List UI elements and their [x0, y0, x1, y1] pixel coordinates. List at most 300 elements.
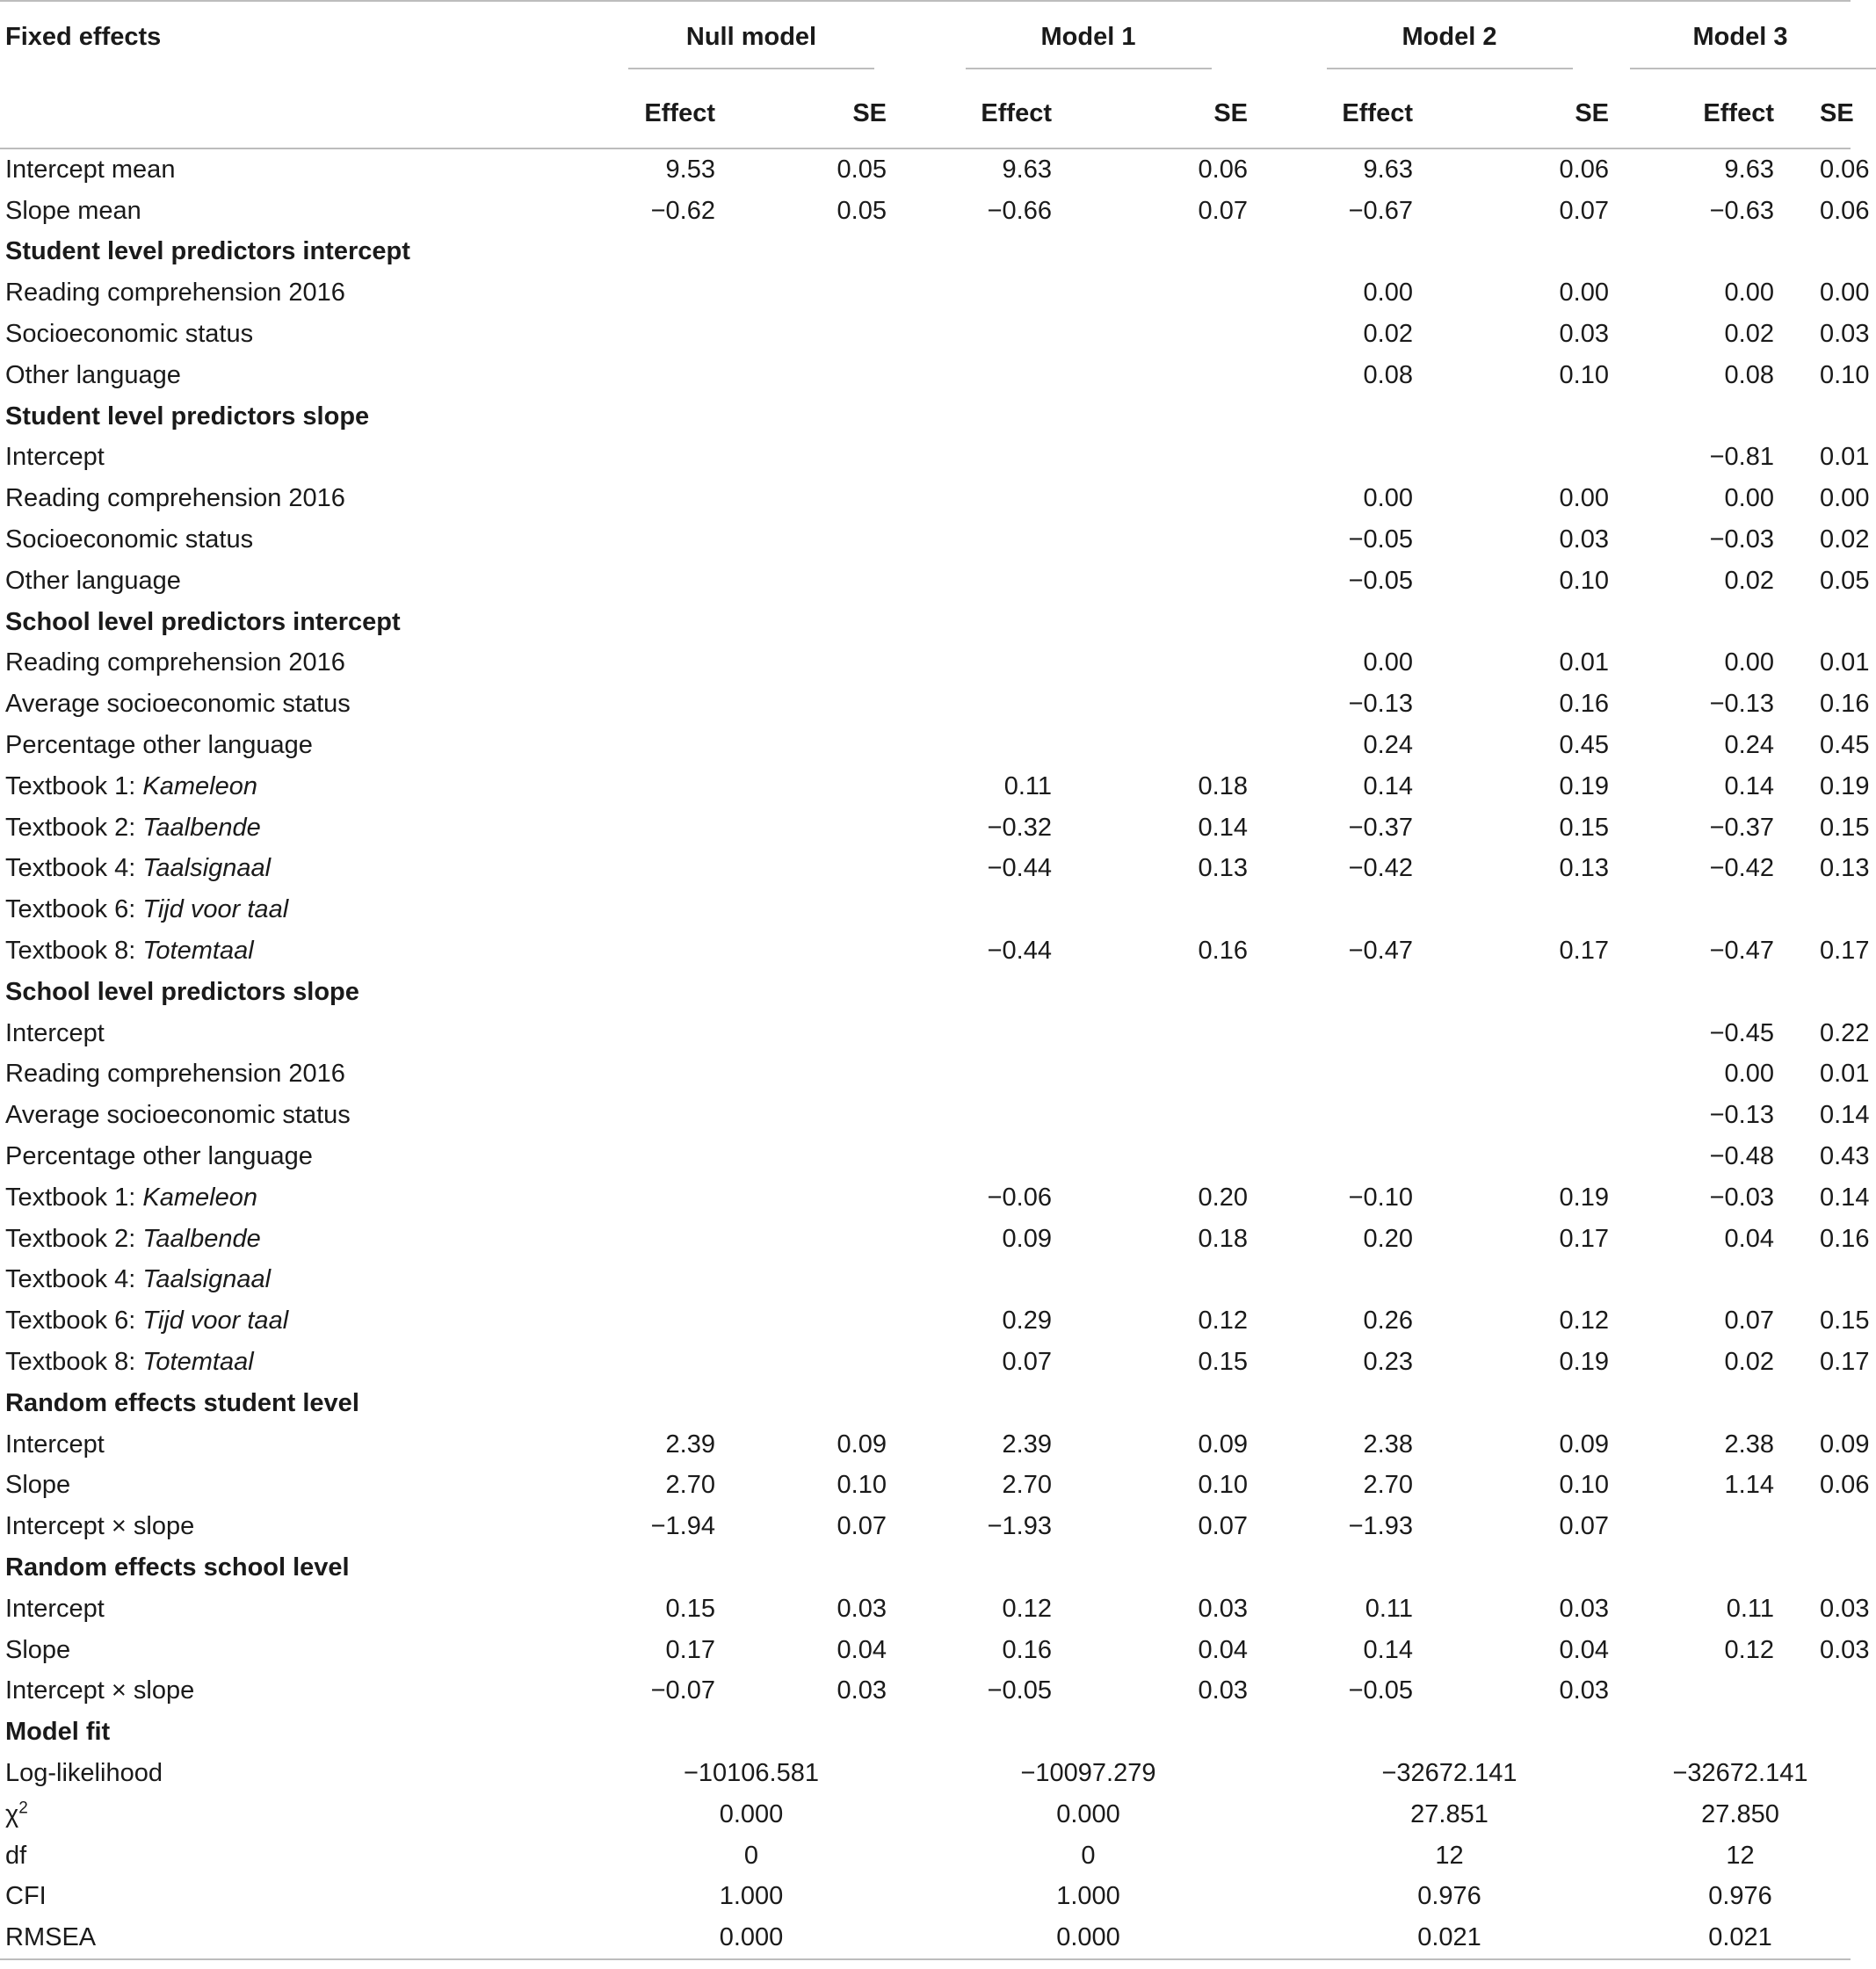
effect-cell: −1.94	[650, 1512, 715, 1541]
table-row	[0, 1670, 1851, 1712]
se-cell: 0.06	[1198, 155, 1248, 184]
table-row	[0, 1630, 1851, 1671]
effect-cell: −0.10	[1348, 1183, 1413, 1212]
effect-cell: −1.93	[987, 1512, 1052, 1541]
se-cell: 0.05	[837, 155, 887, 184]
se-cell	[766, 1300, 908, 1342]
table-row	[0, 725, 1851, 766]
se-cell: 0.01	[1559, 648, 1609, 677]
effect-cell: 0.02	[1363, 320, 1413, 349]
se-cell	[766, 1342, 908, 1383]
se-cell: 0.09	[1820, 1430, 1870, 1459]
se-cell	[1097, 355, 1269, 396]
row-label: Percentage other language	[5, 731, 313, 760]
effect-cell: 0.17	[665, 1635, 715, 1664]
row-label: Log-likelihood	[5, 1758, 163, 1787]
se-cell: 0.04	[1198, 1635, 1248, 1664]
se-cell: 0.00	[1559, 484, 1609, 513]
se-cell	[766, 1260, 908, 1301]
se-cell	[766, 561, 908, 602]
fixed-effects-heading: Fixed effects	[0, 1, 501, 79]
effect-cell	[595, 272, 766, 314]
se-cell: 0.03	[1820, 1635, 1870, 1664]
effect-cell: 0.02	[1724, 566, 1774, 595]
effect-cell	[595, 766, 766, 807]
se-cell	[1459, 1013, 1630, 1054]
table-row	[0, 766, 1851, 807]
effect-cell: 0.00	[1724, 648, 1774, 677]
effect-cell	[595, 1260, 766, 1301]
effect-cell: −0.66	[987, 196, 1052, 225]
effect-cell: −0.47	[1348, 937, 1413, 966]
effect-cell: 2.39	[665, 1430, 715, 1459]
row-label: Intercept mean	[5, 155, 176, 184]
row-label: Percentage other language	[5, 1142, 313, 1171]
effect-cell: 0.00	[1724, 279, 1774, 308]
effect-cell	[595, 889, 766, 930]
se-cell: 0.22	[1820, 1018, 1870, 1047]
effect-cell: 0.00	[1363, 484, 1413, 513]
effect-cell	[1269, 1095, 1459, 1136]
row-label: Textbook 6: Tijd voor taal	[5, 895, 289, 924]
se-cell: 0.19	[1559, 1183, 1609, 1212]
row-label: Textbook 2: Taalbende	[5, 813, 261, 842]
effect-cell: 0.14	[1724, 771, 1774, 800]
se-cell: 0.13	[1198, 854, 1248, 883]
table-row	[0, 930, 1851, 972]
fit-value-cell: 0.000	[908, 1917, 1269, 1959]
se-cell	[1097, 684, 1269, 725]
section-header-row	[0, 396, 1851, 438]
table-row	[0, 1177, 1851, 1219]
se-cell	[1097, 561, 1269, 602]
se-cell: 0.19	[1559, 771, 1609, 800]
effect-cell	[1269, 1054, 1459, 1096]
table-row	[0, 355, 1851, 396]
section-header-row	[0, 232, 1851, 273]
effect-cell	[908, 643, 1097, 684]
section-header-row	[0, 972, 1851, 1013]
effect-cell	[595, 1177, 766, 1219]
effect-cell: 9.63	[1002, 155, 1052, 184]
table-row	[0, 1219, 1851, 1260]
se-cell	[766, 807, 908, 849]
se-cell: 0.07	[837, 1512, 887, 1541]
fit-value-cell: 1.000	[1056, 1882, 1120, 1911]
section-label: Student level predictors slope	[5, 402, 370, 431]
effect-cell	[595, 355, 766, 396]
fit-value-cell: 0.021	[1630, 1917, 1851, 1959]
table-row	[0, 643, 1851, 684]
se-cell	[766, 1095, 908, 1136]
effect-cell: 2.70	[1002, 1471, 1052, 1500]
se-cell: 0.16	[1559, 690, 1609, 719]
se-cell	[766, 355, 908, 396]
effect-cell	[1630, 1260, 1820, 1301]
row-label: Intercept	[5, 1018, 105, 1047]
effect-cell: 0.12	[1724, 1635, 1774, 1664]
model-heading-1: Model 1	[908, 1, 1269, 79]
se-cell: 0.00	[1820, 279, 1870, 308]
se-cell	[766, 272, 908, 314]
table-row	[0, 1753, 1851, 1794]
effect-cell: 2.39	[1002, 1430, 1052, 1459]
effect-cell	[595, 1095, 766, 1136]
table-row	[0, 849, 1851, 890]
fit-value-cell: 0.021	[1269, 1917, 1630, 1959]
row-label: Textbook 4: Taalsignaal	[5, 854, 272, 883]
effect-cell: 0.24	[1724, 731, 1774, 760]
se-heading: SE	[1820, 79, 1851, 148]
table-row	[0, 889, 1851, 930]
row-label: Socioeconomic status	[5, 525, 254, 554]
effect-cell: −0.13	[1348, 690, 1413, 719]
section-label: Random effects school level	[5, 1553, 350, 1582]
effect-cell: −0.05	[1348, 525, 1413, 554]
effect-cell: 0.20	[1363, 1224, 1413, 1253]
fit-value-cell: 0.976	[1417, 1882, 1481, 1911]
row-label: Average socioeconomic status	[5, 1101, 351, 1130]
se-cell: 0.43	[1820, 1142, 1870, 1171]
row-label: Slope	[5, 1635, 71, 1664]
se-cell	[766, 684, 908, 725]
effect-cell: 9.53	[665, 155, 715, 184]
effect-cell	[595, 807, 766, 849]
effect-cell	[908, 684, 1097, 725]
se-cell	[766, 314, 908, 355]
effect-cell: 9.63	[1363, 155, 1413, 184]
effect-cell: −0.03	[1709, 525, 1774, 554]
se-cell: 0.18	[1198, 771, 1248, 800]
effect-cell: 0.00	[1363, 279, 1413, 308]
fit-value-cell: 0.000	[719, 1799, 784, 1828]
row-label: RMSEA	[0, 1917, 501, 1959]
se-cell: 0.01	[1820, 648, 1870, 677]
table-row	[0, 1013, 1851, 1054]
se-cell: 0.01	[1820, 443, 1870, 472]
effect-cell: 0.12	[1002, 1594, 1052, 1623]
effect-cell: −0.48	[1709, 1142, 1774, 1171]
se-cell: 0.10	[1559, 566, 1609, 595]
se-cell: 0.03	[837, 1676, 887, 1705]
effect-cell: −0.44	[987, 854, 1052, 883]
table-row	[0, 148, 1851, 191]
se-cell: 0.14	[1820, 1183, 1870, 1212]
effect-cell	[595, 438, 766, 479]
effect-cell: −0.06	[987, 1183, 1052, 1212]
row-label: Textbook 2: Taalbende	[5, 1224, 261, 1253]
effect-cell: 0.11	[1003, 771, 1052, 800]
effect-cell: 2.70	[665, 1471, 715, 1500]
se-cell: 0.00	[1559, 279, 1609, 308]
effect-cell	[908, 355, 1097, 396]
se-cell	[766, 725, 908, 766]
table-header-models	[0, 1, 1851, 79]
se-cell	[766, 643, 908, 684]
row-label: Textbook 4: Taalsignaal	[5, 1265, 272, 1294]
se-cell	[766, 1177, 908, 1219]
effect-cell: 0.07	[1002, 1348, 1052, 1376]
effect-cell: 0.23	[1363, 1348, 1413, 1376]
effect-cell: 0.08	[1724, 360, 1774, 389]
effect-cell	[595, 643, 766, 684]
table-row	[0, 519, 1851, 561]
se-cell: 0.13	[1820, 854, 1870, 883]
effect-cell	[1630, 889, 1820, 930]
section-header-row	[0, 1547, 1851, 1589]
table-row	[0, 1794, 1851, 1835]
effect-cell	[595, 1219, 766, 1260]
fit-value-cell: −32672.141	[1672, 1758, 1808, 1787]
se-cell	[1097, 1260, 1269, 1301]
effect-cell	[595, 684, 766, 725]
se-cell: 0.45	[1559, 731, 1609, 760]
fit-value-cell: −10097.279	[1020, 1758, 1156, 1787]
se-cell: 0.12	[1198, 1307, 1248, 1336]
se-cell: 0.03	[1820, 1594, 1870, 1623]
effect-cell	[595, 1342, 766, 1383]
se-cell	[766, 930, 908, 972]
se-cell	[1097, 314, 1269, 355]
table-body	[0, 1, 1870, 1959]
se-cell: 0.03	[1559, 320, 1609, 349]
effect-heading: Effect	[1630, 79, 1820, 148]
se-cell: 0.03	[1559, 525, 1609, 554]
se-cell: 0.14	[1198, 813, 1248, 842]
effect-cell: −0.62	[650, 196, 715, 225]
row-label: Intercept	[5, 443, 105, 472]
se-cell: 0.06	[1820, 155, 1870, 184]
se-cell	[1459, 889, 1630, 930]
section-header-row	[0, 1383, 1851, 1424]
table-row	[0, 1095, 1851, 1136]
model-heading-3: Model 3	[1630, 1, 1851, 79]
se-cell: 0.15	[1198, 1348, 1248, 1376]
se-cell: 0.03	[1820, 320, 1870, 349]
header-underline	[628, 68, 874, 69]
effect-cell	[908, 725, 1097, 766]
se-cell: 0.20	[1198, 1183, 1248, 1212]
row-label: Reading comprehension 2016	[5, 484, 345, 513]
effect-cell: −0.07	[650, 1676, 715, 1705]
row-label: Textbook 8: Totemtaal	[5, 1348, 254, 1376]
section-label: School level predictors slope	[5, 977, 359, 1006]
table-row	[0, 1424, 1851, 1466]
section-label: Student level predictors intercept	[5, 237, 410, 266]
se-cell: 0.16	[1198, 937, 1248, 966]
fit-value-cell: 1.000	[719, 1882, 784, 1911]
se-cell	[1820, 1260, 1851, 1301]
effect-cell: −0.05	[1348, 566, 1413, 595]
table-row	[0, 1300, 1851, 1342]
model-heading-2: Model 2	[1269, 1, 1630, 79]
se-cell: 0.16	[1820, 690, 1870, 719]
model-heading-null: Null model	[595, 1, 908, 79]
fit-value-cell: −32672.141	[1381, 1758, 1517, 1787]
table-row	[0, 684, 1851, 725]
effect-cell: −0.42	[1348, 854, 1413, 883]
effect-cell: −1.93	[1348, 1512, 1413, 1541]
fit-value-cell: 0	[743, 1841, 759, 1870]
se-cell	[1820, 889, 1851, 930]
se-cell	[1097, 643, 1269, 684]
effect-cell	[595, 1013, 766, 1054]
effect-heading: Effect	[1269, 79, 1459, 148]
row-label: Average socioeconomic status	[5, 690, 351, 719]
se-cell	[766, 1054, 908, 1096]
effect-cell: 0.00	[1724, 1060, 1774, 1089]
se-cell	[1820, 1670, 1851, 1712]
se-cell	[766, 478, 908, 519]
row-label: Intercept × slope	[5, 1676, 195, 1705]
effect-cell	[908, 314, 1097, 355]
effect-cell: 0.11	[1365, 1594, 1413, 1623]
row-label: Textbook 8: Totemtaal	[5, 937, 254, 966]
table-header-subcolumns	[0, 79, 1851, 148]
se-cell	[1097, 438, 1269, 479]
effect-cell: 0.04	[1724, 1224, 1774, 1253]
effect-cell	[908, 889, 1097, 930]
effect-cell	[595, 849, 766, 890]
effect-cell	[595, 1054, 766, 1096]
se-cell: 0.07	[1559, 1512, 1609, 1541]
se-heading: SE	[1459, 79, 1630, 148]
row-label: Socioeconomic status	[5, 320, 254, 349]
effect-cell	[595, 725, 766, 766]
se-cell: 0.03	[1559, 1676, 1609, 1705]
se-cell: 0.10	[837, 1471, 887, 1500]
row-label: Reading comprehension 2016	[5, 279, 345, 308]
se-cell: 0.16	[1820, 1224, 1870, 1253]
table-row	[0, 807, 1851, 849]
effect-cell: −0.81	[1709, 443, 1774, 472]
effect-cell	[1269, 1260, 1459, 1301]
fit-value-cell: 0	[1081, 1841, 1096, 1870]
effect-cell	[595, 1300, 766, 1342]
effect-cell: −0.37	[1709, 813, 1774, 842]
effect-cell: −0.47	[1709, 937, 1774, 966]
table-row	[0, 1260, 1851, 1301]
effect-cell: 0.14	[1363, 771, 1413, 800]
effect-cell	[908, 272, 1097, 314]
table-row	[0, 1917, 1851, 1959]
se-cell: 0.15	[1559, 813, 1609, 842]
effect-cell: 0.15	[665, 1594, 715, 1623]
table-row	[0, 1589, 1851, 1630]
table-row	[0, 1136, 1851, 1177]
se-cell: 0.15	[1820, 813, 1870, 842]
se-cell: 0.04	[837, 1635, 887, 1664]
fit-value-cell: 0.976	[1708, 1882, 1772, 1911]
table-row	[0, 1342, 1851, 1383]
se-heading: SE	[1097, 79, 1269, 148]
se-cell: 0.07	[1198, 1512, 1248, 1541]
effect-cell: −0.05	[987, 1676, 1052, 1705]
table-row	[0, 1466, 1851, 1507]
fit-value-cell: 0.000	[1056, 1799, 1120, 1828]
table-row	[0, 1835, 1851, 1877]
effect-cell: 0.08	[1363, 360, 1413, 389]
se-cell	[1097, 1095, 1269, 1136]
se-cell: 0.07	[1559, 196, 1609, 225]
table-row	[0, 478, 1851, 519]
effect-cell: 0.16	[1002, 1635, 1052, 1664]
se-cell: 0.09	[1559, 1430, 1609, 1459]
row-label: Slope mean	[5, 196, 141, 225]
se-cell: 0.06	[1820, 1471, 1870, 1500]
effect-cell: 0.09	[1002, 1224, 1052, 1253]
effect-cell: −0.32	[987, 813, 1052, 842]
se-cell	[1097, 1013, 1269, 1054]
se-cell	[1459, 1095, 1630, 1136]
row-label: Intercept	[5, 1594, 105, 1623]
fit-value-cell: 12	[1726, 1841, 1755, 1870]
se-cell: 0.05	[1820, 566, 1870, 595]
fit-value-cell: 27.850	[1701, 1799, 1779, 1828]
effect-cell: −0.37	[1348, 813, 1413, 842]
se-cell	[766, 438, 908, 479]
se-cell	[766, 849, 908, 890]
se-cell	[1097, 478, 1269, 519]
se-cell: 0.02	[1820, 525, 1870, 554]
effect-cell: 2.38	[1724, 1430, 1774, 1459]
header-underline	[966, 68, 1212, 69]
section-header-row	[0, 1712, 1851, 1753]
row-label: $\chi^2$	[5, 1799, 28, 1828]
se-cell: 0.15	[1820, 1307, 1870, 1336]
effect-cell: 0.02	[1724, 320, 1774, 349]
se-cell: 0.03	[1198, 1676, 1248, 1705]
se-cell: 0.45	[1820, 731, 1870, 760]
se-cell	[766, 766, 908, 807]
effect-cell: 0.29	[1002, 1307, 1052, 1336]
effect-cell	[595, 314, 766, 355]
effect-cell: −0.44	[987, 937, 1052, 966]
fit-value-cell: −10106.581	[683, 1758, 820, 1787]
table-row	[0, 1876, 1851, 1917]
table-row	[0, 191, 1851, 232]
se-cell: 0.19	[1559, 1348, 1609, 1376]
se-heading: SE	[766, 79, 908, 148]
effect-cell	[908, 478, 1097, 519]
effect-cell	[1630, 1670, 1820, 1712]
fit-value-cell: 0.000	[595, 1917, 908, 1959]
row-label: Intercept	[5, 1430, 105, 1459]
se-cell: 0.17	[1559, 1224, 1609, 1253]
row-label: Other language	[5, 360, 181, 389]
effect-cell	[595, 519, 766, 561]
header-underline	[1630, 68, 1876, 69]
se-cell	[1459, 1136, 1630, 1177]
se-cell: 0.09	[1198, 1430, 1248, 1459]
effect-cell: −0.13	[1709, 690, 1774, 719]
effect-cell: −0.63	[1709, 196, 1774, 225]
se-cell: 0.03	[1559, 1594, 1609, 1623]
effect-cell: 2.70	[1363, 1471, 1413, 1500]
se-cell: 0.17	[1559, 937, 1609, 966]
effect-cell: −0.05	[1348, 1676, 1413, 1705]
effect-cell	[1269, 438, 1459, 479]
se-cell: 0.17	[1820, 1348, 1870, 1376]
section-label: School level predictors intercept	[5, 607, 401, 636]
effect-cell	[595, 930, 766, 972]
se-cell: 0.18	[1198, 1224, 1248, 1253]
table-row	[0, 1506, 1851, 1547]
se-cell: 0.12	[1559, 1307, 1609, 1336]
effect-cell	[1269, 889, 1459, 930]
se-cell	[1097, 1136, 1269, 1177]
se-cell	[766, 1136, 908, 1177]
